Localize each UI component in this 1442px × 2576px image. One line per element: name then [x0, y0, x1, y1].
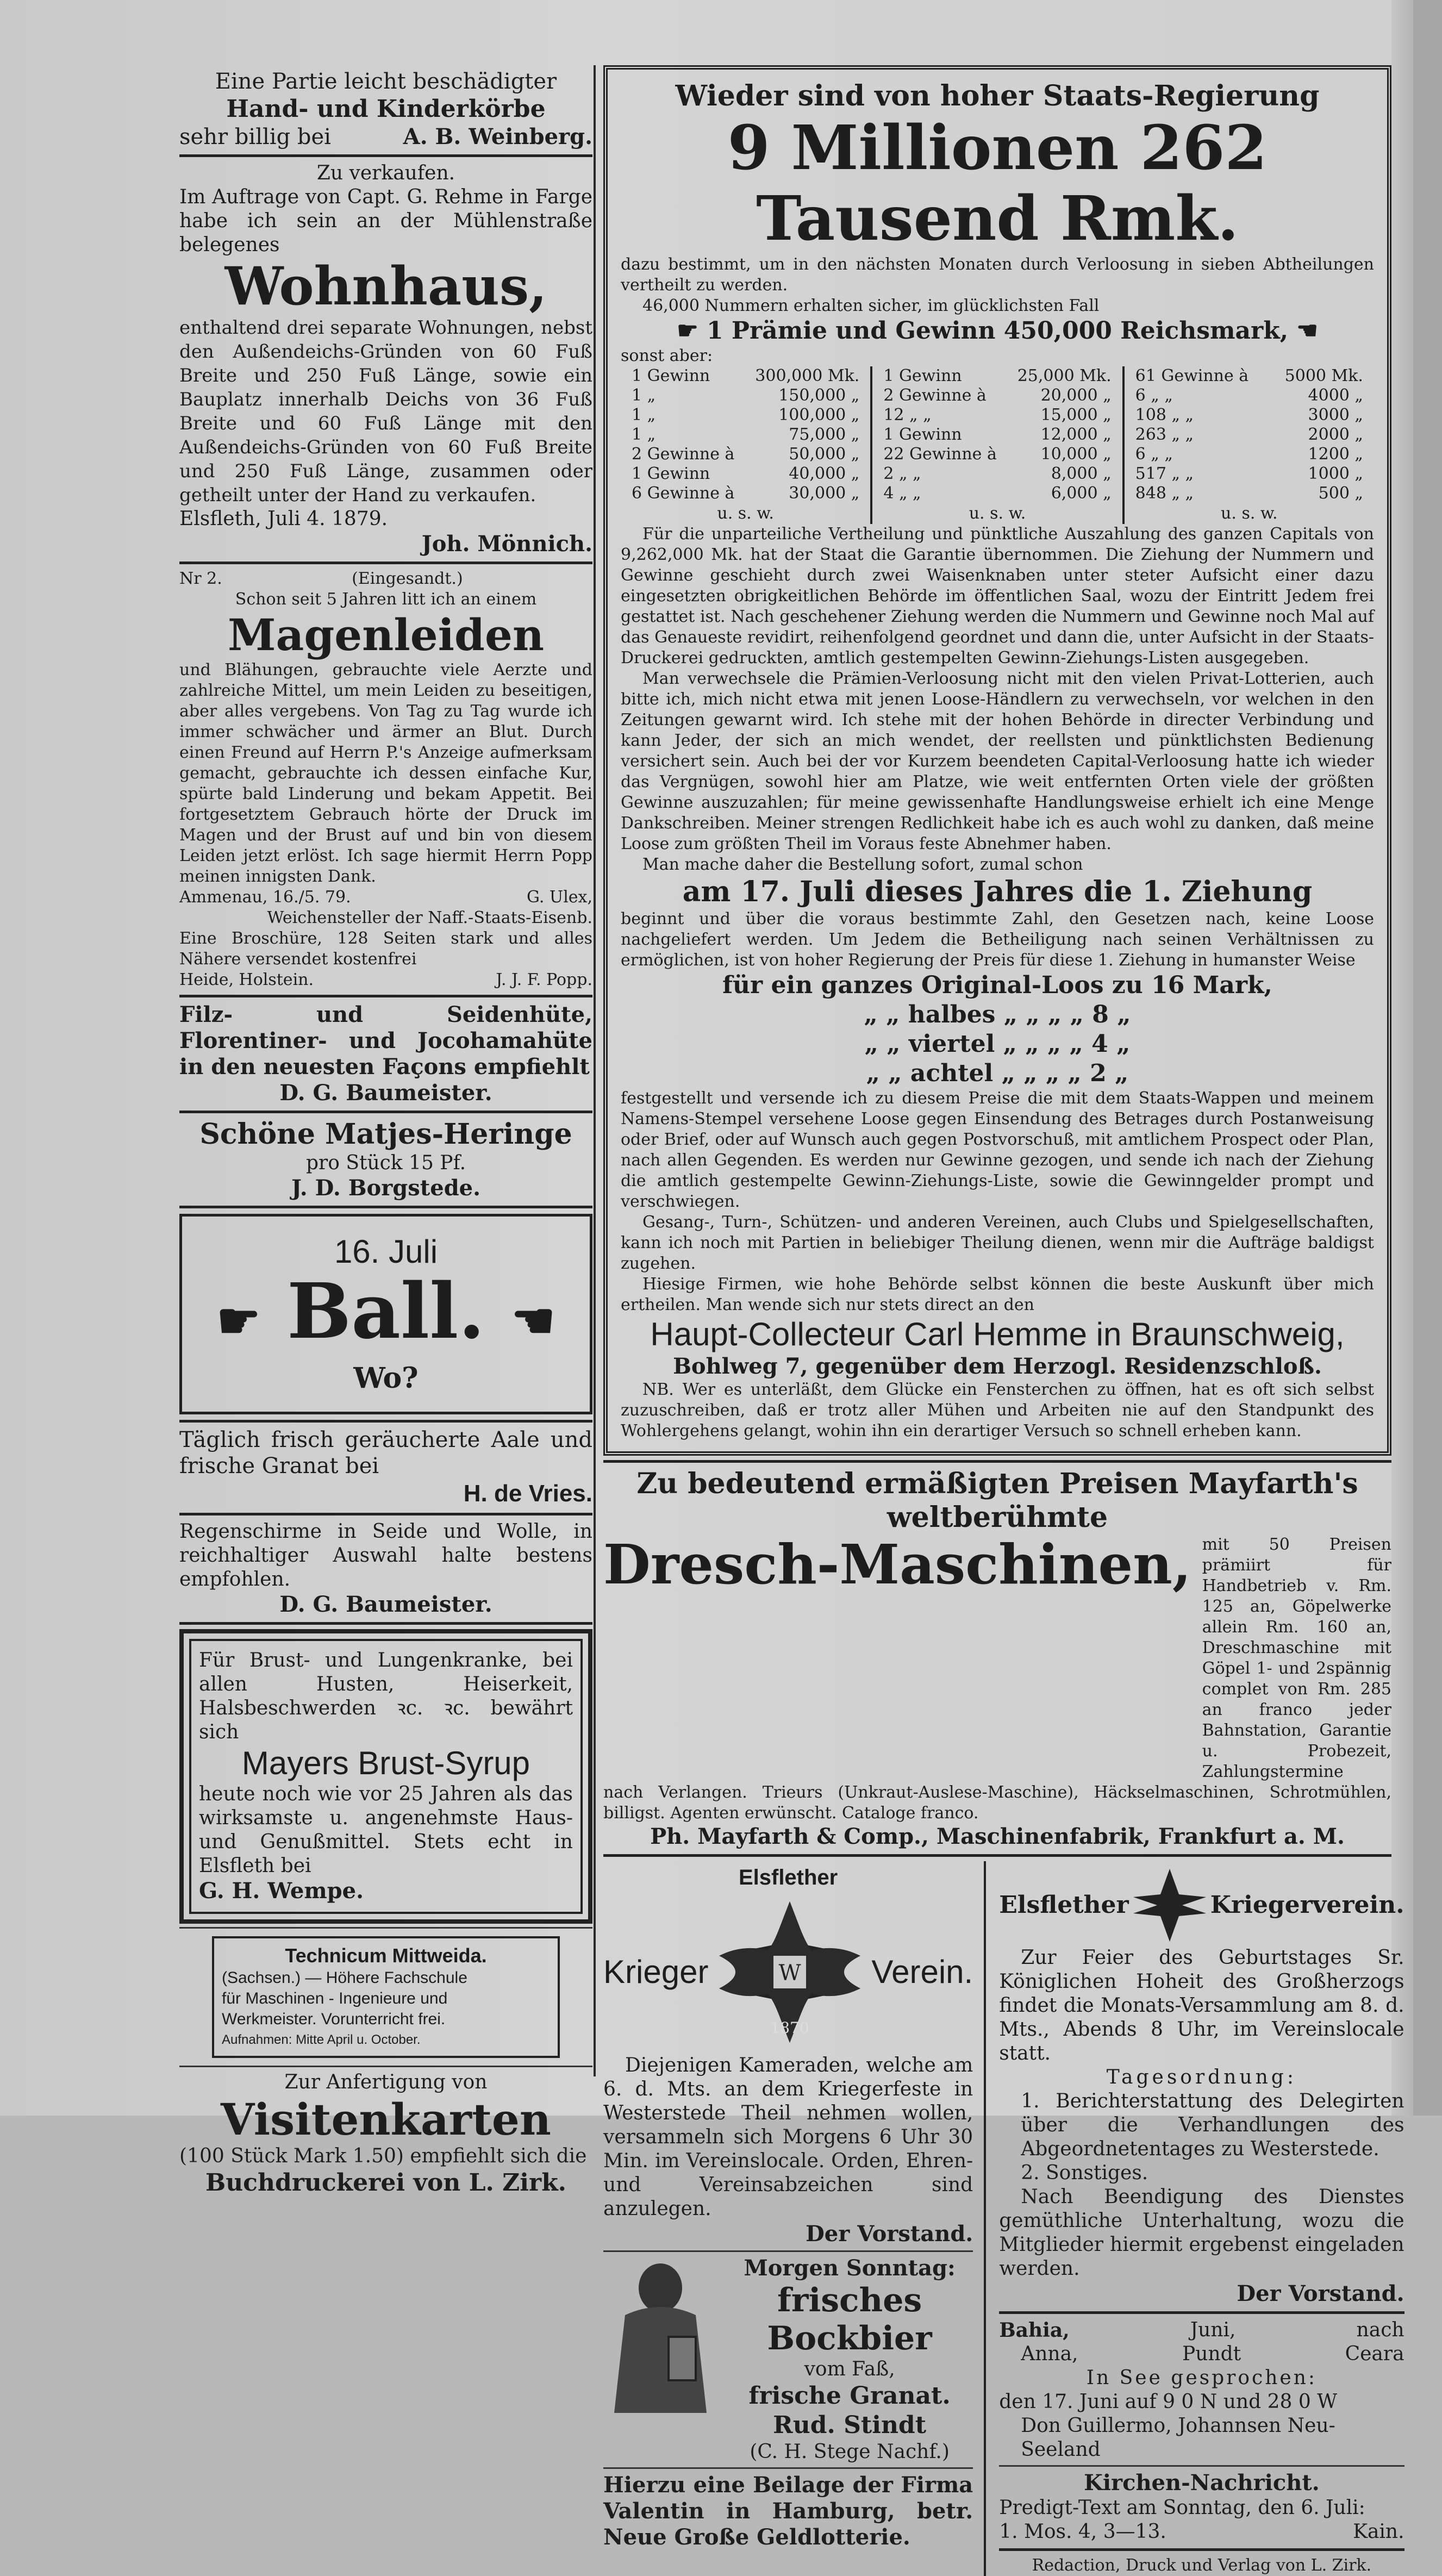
lottery-price-eighth: „ „ achtel „ „ „ „ 2 „ — [866, 1059, 1129, 1087]
prize-row — [880, 406, 1114, 425]
divider — [603, 1854, 1391, 1857]
prize-row — [628, 366, 863, 386]
bock-signature: Rud. Stindt — [773, 2411, 927, 2439]
ship-line2 — [999, 2342, 1404, 2366]
prize-row — [628, 425, 863, 445]
church-line2 — [999, 2520, 1404, 2544]
hats-signature: D. G. Baumeister. — [279, 1080, 492, 1106]
stomach-body: und Blähungen, gebrauchte viele Aerzte und zahlreiche Mittel, um mein Leiden zu beseitigen, aber alles vergebens. Von Tag zu Tag wurde ich immer schwächer und ärmer an Blut. Durch einen Freund auf Herrn P.'s Anzeige aufmerksam gemacht, gebrauchte ich dessen einfache Kur, spürte bald Linderung und bekam Appetit. Bei fortgesetztem Gebrauch hörte der Druck im Magen und der Brust auf und bin von diesem Leiden jetzt erlöst. Ich sage hiermit Herrn Popp meinen innigsten Dank. — [179, 660, 592, 886]
ship-news — [999, 2318, 1404, 2462]
church-news — [999, 2470, 1404, 2544]
krieger2-order: Tagesordnung: — [1106, 2066, 1297, 2088]
ship-nach: nach — [1356, 2319, 1404, 2341]
prize-count: 2 Gewinne à — [883, 386, 987, 405]
prize-count: 1 Gewinn — [883, 425, 962, 444]
tech-line4: Aufnahmen: Mitte April u. October. — [222, 2032, 421, 2047]
krieger1-signature: Der Vorstand. — [806, 2221, 973, 2247]
lottery-price-whole: für ein ganzes Original-Loos zu 16 Mark, — [722, 971, 1272, 999]
ad-stomach — [179, 569, 592, 990]
prize-amount: 15,000 „ — [1040, 406, 1112, 425]
divider — [179, 1622, 592, 1625]
divider — [179, 1513, 592, 1515]
lottery-collector: Haupt-Collecteur Carl Hemme in Braunschweig, — [650, 1316, 1345, 1352]
ad-lottery — [603, 65, 1391, 1456]
herring-title: Schöne Matjes-Heringe — [199, 1118, 572, 1151]
prize-count: 1 Gewinn — [883, 366, 962, 385]
syrup-signature: G. H. Wempe. — [199, 1878, 364, 1904]
prize-count: 848 „ „ — [1135, 484, 1194, 503]
divider — [603, 2467, 973, 2469]
tech-line3: Werkmeister. Vorunterricht frei. — [222, 2010, 446, 2028]
tech-line1: (Sachsen.) — Höhere Fachschule — [222, 1969, 467, 1987]
krieger2-title: Elsflether — [999, 1891, 1129, 1919]
prize-usw: u. s. w. — [969, 504, 1026, 523]
basket-line3 — [179, 124, 592, 150]
prize-amount: 100,000 „ — [778, 406, 860, 425]
lottery-para4: beginnt und über die voraus bestimmte Zahl, den Gesetzen nach, keine Loose nachgeliefert werden. Um Jedem die Betheiligung nach seinen Verhältnissen zu ermöglichen, ist von hoher Regierung der Preis für diese 1. Ziehung in humanster Weise — [621, 909, 1374, 970]
divider — [179, 562, 592, 564]
krieger2-item1: 1. Berichterstattung des Delegirten über die Verhandlungen des Abgeordnetentages zu Westerstede. — [1021, 2090, 1404, 2160]
ad-syrup — [179, 1629, 592, 1924]
tech-line2: für Maschinen - Ingenieure und — [222, 1989, 448, 2007]
prize-amount: 5000 Mk. — [1284, 366, 1363, 385]
bottom-left-block — [603, 1861, 984, 2576]
cards-signature: Buchdruckerei von L. Zirk. — [205, 2169, 566, 2197]
ball-title: Ball. — [286, 1267, 485, 1356]
krieger2-item2: 2. Sonstiges. — [1021, 2162, 1148, 2184]
prize-count: 1 „ — [632, 425, 656, 444]
ship-dest: Ceara — [1345, 2343, 1404, 2365]
prize-count: 2 Gewinne à — [632, 445, 735, 464]
ship-month: Juni, — [1190, 2319, 1236, 2341]
lottery-para7: Hiesige Firmen, wie hohe Behörde selbst können die beste Auskunft über mich ertheilen. Man wende sich nur stets direct an den — [621, 1275, 1374, 1314]
ad-krieger-verein — [603, 1864, 973, 2247]
house-body: enthaltend drei separate Wohnungen, nebst den Außendeichs-Gründen von 60 Fuß Breite und 250 Fuß Länge, sowie ein Bauplatz innerhalb Deichs von 36 Fuß Breite und 60 Fuß Länge mit den Außendeichs-Gründen von 60 Fuß Breite und 250 Fuß Länge, zusammen oder getheilt unter der Hand zu verkaufen. — [179, 317, 592, 506]
mayfarth-signature: Ph. Mayfarth & Comp., Maschinenfabrik, Frankfurt a. M. — [650, 1824, 1345, 1849]
church-text-ref: 1. Mos. 4, 3—13. — [999, 2521, 1166, 2543]
lottery-sonst: sonst aber: — [621, 346, 713, 365]
house-place: Elsfleth, Juli 4. 1879. — [179, 508, 388, 530]
prize-row — [628, 464, 863, 484]
lottery-para1: Für die unparteiliche Vertheilung und pünktliche Auszahlung des ganzen Capitals von 9,262,000 Mk. hat der Staat die Garantie übernommen. Die Ziehung der Nummern und Gewinne geschieht durch zwei Waisenknaben unter steter Aufsicht einer dazu eingesetzten obrigkeitlichen Behörde im öffentlichen Saal, wozu der Eintritt Jedem frei gestattet ist. Nach geschehener Ziehung werden die Nummern und Gewinne noch Mal auf das Genaueste revidirt, reihenfolgend geordnet und dann die, unter Aufsicht in der Staats-Druckerei gedruckten, amtlich gestempelten Gewinn-Ziehungs-Listen ausgegeben. — [621, 525, 1374, 668]
cards-heading: Zur Anfertigung von — [284, 2071, 488, 2093]
pointing-hand-right-icon: ☛ — [216, 1292, 261, 1350]
ad-mayfarth — [603, 1467, 1391, 1850]
lottery-para6: Gesang-, Turn-, Schützen- und anderen Vereinen, auch Clubs und Spielgesellschaften, kann ich noch mit Partien in beliebiger Theilung dienen, wenn mir die Aufträge baldigst zugehen. — [621, 1213, 1374, 1273]
cross-year: 1870 — [770, 2019, 810, 2037]
prize-row — [1132, 464, 1366, 484]
ship-heading: In See gesprochen: — [1086, 2367, 1318, 2389]
prize-row — [1132, 445, 1366, 464]
ad-eel — [179, 1427, 592, 1508]
stomach-number: Nr 2. — [179, 569, 222, 588]
bock-line1: vom Faß, — [804, 2358, 895, 2380]
ball-date: 16. Juli — [334, 1233, 438, 1270]
umbrella-signature: D. G. Baumeister. — [279, 1592, 492, 1617]
prize-amount: 300,000 Mk. — [755, 366, 860, 385]
pointing-hand-right-icon: ☛ — [677, 317, 698, 345]
ship-spoken: Don Guillermo, Johannsen Neu-Seeland — [1021, 2415, 1335, 2461]
prize-row — [1132, 366, 1366, 386]
page-gutter — [1413, 0, 1442, 2116]
hats-text: Filz- und Seidenhüte, Florentiner- und Jocohamahüte in den neuesten Façons empfiehlt — [179, 1002, 592, 1080]
prize-count: 6 Gewinne à — [632, 484, 735, 503]
bottom-split — [603, 1861, 1404, 2576]
lottery-address: Bohlweg 7, gegenüber dem Herzogl. Residenzschloß. — [673, 1354, 1322, 1379]
herring-signature: J. D. Borgstede. — [291, 1175, 481, 1201]
prize-row — [628, 406, 863, 425]
herring-price: pro Stück 15 Pf. — [305, 1152, 466, 1174]
krieger2-after: Nach Beendigung des Dienstes gemüthliche Unterhaltung, wozu die Mitglieder hiermit ergebenst eingeladen werden. — [999, 2186, 1404, 2280]
imprint: Redaction, Druck und Verlag von L. Zirk. — [1032, 2556, 1372, 2575]
house-heading: Zu verkaufen. — [316, 162, 455, 184]
church-line1: Predigt-Text am Sonntag, den 6. Juli: — [999, 2497, 1365, 2519]
house-intro: Im Auftrage von Capt. G. Rehme in Farge habe ich sein an der Mühlenstraße belegenes — [179, 186, 592, 256]
krieger1-right: Verein. — [871, 1954, 973, 1990]
krieger1-body: Diejenigen Kameraden, welche am 6. d. Mts. an dem Kriegerfeste in Westerstede Theil nehmen wollen, versammeln sich Morgens 6 Uhr 30 Min. im Vereinslocale. Orden, Ehren- und Vereinsabzeichen sind anzulegen. — [603, 2054, 973, 2220]
prize-amount: 12,000 „ — [1040, 425, 1112, 444]
prize-amount: 1000 „ — [1308, 464, 1363, 483]
prize-count: 12 „ „ — [883, 406, 932, 425]
lottery-draw-date: am 17. Juli dieses Jahres die 1. Ziehung — [682, 875, 1313, 908]
column-divider — [594, 65, 596, 2076]
prize-count: 2 „ „ — [883, 464, 921, 483]
prize-usw: u. s. w. — [717, 504, 774, 523]
prize-amount: 3000 „ — [1308, 406, 1363, 425]
stomach-sender-line — [179, 970, 592, 990]
prize-column-2 — [870, 366, 1122, 524]
divider — [999, 2311, 1404, 2314]
ad-herring — [179, 1118, 592, 1201]
pointing-hand-left-icon: ☚ — [511, 1292, 555, 1350]
eel-signature: H. de Vries. — [463, 1480, 592, 1507]
prize-count: 517 „ „ — [1135, 464, 1194, 483]
stomach-sign: G. Ulex, — [526, 888, 592, 907]
ad-bockbier — [603, 2255, 973, 2464]
stomach-from: Heide, Holstein. — [179, 970, 314, 989]
prize-count: 22 Gewinne à — [883, 445, 997, 464]
lottery-numbers: 46,000 Nummern erhalten sicher, im glücklichsten Fall — [642, 296, 1100, 315]
prize-amount: 1200 „ — [1308, 445, 1363, 464]
prize-amount: 40,000 „ — [789, 464, 860, 483]
ball-where: Wo? — [353, 1362, 419, 1395]
house-signature: Joh. Mönnich. — [421, 531, 592, 557]
krieger1-emblem-row — [603, 1891, 973, 2054]
krieger1-left: Krieger — [603, 1954, 709, 1990]
stomach-title: Magenleiden — [227, 609, 545, 660]
prize-row — [1132, 484, 1366, 503]
prize-count: 6 „ „ — [1135, 386, 1173, 405]
lottery-prize-row — [621, 316, 1374, 346]
divider — [999, 2548, 1404, 2551]
lottery-para3: Man mache daher die Bestellung sofort, zumal schon — [642, 855, 1083, 874]
divider — [179, 2066, 592, 2067]
mayfarth-title: Dresch-Maschinen, — [603, 1532, 1191, 1596]
lottery-price-quarter: „ „ viertel „ „ „ „ 4 „ — [864, 1030, 1131, 1058]
lottery-nb: NB. Wer es unterläßt, dem Glücke ein Fensterchen zu öffnen, hat es oft sich selbst zuzuschreiben, daß er trotz aller Mühen und Arbeiten nie auf den Standpunkt des Wohlergehens gelangt, wohin ihn ein derartiger Versuch so schnell erheben kann. — [621, 1380, 1374, 1440]
basket-line2: Hand- und Kinderkörbe — [226, 95, 546, 123]
prize-count: 61 Gewinne à — [1135, 366, 1249, 385]
syrup-title: Mayers Brust-Syrup — [241, 1745, 530, 1781]
krieger1-heading: Elsflether — [738, 1866, 838, 1889]
ad-hats — [179, 1002, 592, 1106]
tech-title: Technicum Mittweida. — [285, 1944, 487, 1967]
divider — [999, 2465, 1404, 2467]
lottery-purpose: dazu bestimmt, um in den nächsten Monaten durch Verloosung in sieben Abtheilungen vertheilt zu werden. — [621, 255, 1374, 295]
lottery-prize: 1 Prämie und Gewinn 450,000 Reichsmark, — [706, 317, 1289, 345]
prize-amount: 75,000 „ — [789, 425, 860, 444]
basket-line1: Eine Partie leicht beschädigter — [215, 69, 557, 94]
prize-count: 1 Gewinn — [632, 366, 710, 385]
prize-amount: 50,000 „ — [789, 445, 860, 464]
bock-line2: frische Granat. — [748, 2382, 951, 2410]
divider — [179, 1206, 592, 1208]
bock-title: frisches Bockbier — [767, 2281, 932, 2357]
prize-row — [1132, 425, 1366, 445]
church-title: Kirchen-Nachricht. — [1084, 2470, 1320, 2496]
cards-title: Visitenkarten — [221, 2094, 551, 2145]
prize-amount: 25,000 Mk. — [1017, 366, 1112, 385]
syrup-intro: Für Brust- und Lungenkranke, bei allen Husten, Heiserkeit, Halsbeschwerden ꝛc. ꝛc. bewährt sich — [199, 1649, 573, 1743]
prize-amount: 6,000 „ — [1051, 484, 1112, 503]
prize-count: 1 „ — [632, 406, 656, 425]
prize-row — [880, 445, 1114, 464]
syrup-body: heute noch wie vor 25 Jahren als das wirksamste u. angenehmste Haus- und Genußmittel. Stets echt in Elsfleth bei — [199, 1783, 573, 1877]
divider — [179, 1927, 592, 1929]
stomach-role: Weichensteller der Naff.-Staats-Eisenb. — [267, 908, 592, 927]
house-title: Wohnhaus, — [224, 255, 547, 317]
pointing-hand-left-icon: ☚ — [1296, 317, 1318, 345]
prize-count: 108 „ „ — [1135, 406, 1194, 425]
lottery-headline: 9 Millionen 262 Tausend Rmk. — [727, 113, 1268, 254]
prize-usw: u. s. w. — [1221, 504, 1278, 523]
krieger2-body: Zur Feier des Geburtstages Sr. Königlichen Hoheit des Großherzogs findet die Monats-Versammlung am 8. d. Mts., Abends 8 Uhr, im Vereinslocale statt. — [999, 1947, 1404, 2064]
prize-amount: 500 „ — [1318, 484, 1363, 503]
basket-price: sehr billig bei — [179, 124, 331, 149]
prize-count: 263 „ „ — [1135, 425, 1194, 444]
bottom-right-block — [984, 1861, 1404, 2576]
prize-count: 1 Gewinn — [632, 464, 710, 483]
lottery-para2: Man verwechsele die Prämien-Verloosung nicht mit den vielen Privat-Lotterien, auch bitte ich, mich nicht etwa mit jenen Loose-Händlern zu verwechseln, vor welchen in den Zeitungen gewarnt wird. Ich stehe mit der hohen Behörde in directer Verbindung und kann Jeder, der sich an mich wendet, der reellsten und pünktlichsten Bedienung versichert sein. Auch bei der vor Kurzem beendeten Capital-Verloosung hatte ich wieder das Vergnügen, sowohl hier am Platze, wie weit entfernten Orten viele der größten Gewinne auszuzahlen; für meine gewissenhafte Handlungsweise erhielt ich eine Menge Dankschreiben. Meiner strengen Redlichkeit habe ich es auch wohl zu danken, daß meine Loose zum größten Theil im Voraus feste Abnehmer haben. — [621, 669, 1374, 853]
prize-row — [1132, 386, 1366, 406]
stomach-header — [179, 569, 592, 589]
cross-letter: W — [778, 1961, 801, 1986]
prize-amount: 150,000 „ — [778, 386, 860, 405]
ad-house — [179, 161, 592, 557]
prize-column-3 — [1122, 366, 1374, 524]
ad-kriegerverein — [999, 1864, 1404, 2307]
divider — [179, 154, 592, 157]
right-column — [603, 65, 1404, 2576]
prize-column-1 — [621, 366, 870, 524]
prize-row — [628, 386, 863, 406]
prize-count: 6 „ „ — [1135, 445, 1173, 464]
eel-text: Täglich frisch geräucherte Aale und frische Granat bei — [179, 1427, 592, 1479]
prize-row — [880, 464, 1114, 484]
krieger2-title2: Kriegerverein. — [1210, 1891, 1404, 1919]
prize-amount: 30,000 „ — [789, 484, 860, 503]
lottery-intro: Wieder sind von hoher Staats-Regierung — [675, 79, 1320, 113]
stomach-place: Ammenau, 16./5. 79. — [179, 888, 351, 907]
stomach-intro: Schon seit 5 Jahren litt ich an einem — [235, 590, 537, 609]
stomach-sender: J. J. F. Popp. — [496, 970, 592, 989]
prize-row — [880, 484, 1114, 503]
left-column — [179, 65, 592, 2201]
divider — [179, 1111, 592, 1113]
prize-amount: 8,000 „ — [1051, 464, 1112, 483]
basket-seller: A. B. Weinberg. — [403, 124, 592, 149]
lottery-price-half: „ „ halbes „ „ „ „ 8 „ — [864, 1001, 1131, 1028]
ball-title-row — [188, 1267, 584, 1362]
page-edge-shadow — [1391, 0, 1413, 2116]
mayfarth-heading: Zu bedeutend ermäßigten Preisen Mayfarth's weltberühmte — [636, 1467, 1358, 1534]
beilage-notice: Hierzu eine Beilage der Firma Valentin in Hamburg, betr. Neue Große Geldlotterie. — [603, 2472, 973, 2550]
stomach-brochure: Eine Broschüre, 128 Seiten stark und alles Nähere versendet kostenfrei — [179, 929, 592, 969]
bockbier-text — [726, 2255, 973, 2464]
divider — [603, 1460, 1391, 1463]
prize-row — [628, 484, 863, 503]
ad-baskets — [179, 68, 592, 150]
ad-technicum — [212, 1936, 560, 2058]
ship-captain: Pundt — [1182, 2343, 1241, 2365]
ship-port: Bahia, — [999, 2319, 1070, 2342]
prize-row — [1132, 406, 1366, 425]
lottery-para5: festgestellt und versende ich zu diesem Preise die mit dem Staats-Wappen und meinem Namens-Stempel versehene Loose gegen Einsendung des Betrages durch Postanweisung oder Brief, oder auf Wunsch auch gegen Postvorschuß, mit amtlichem Prospect oder Plan, nach allen Gegenden. Es werden nur Gewinne gezogen, und sende ich nach der Ziehung die amtlich gestempelte Gewinn-Ziehungs-Liste, sowie die Gewinngelder prompt und verschwiegen. — [621, 1089, 1374, 1211]
ad-ball — [179, 1214, 592, 1414]
divider — [179, 1420, 592, 1423]
ship-position: den 17. Juni auf 9 0 N und 28 0 W — [999, 2391, 1338, 2413]
monk-with-beer-icon — [603, 2255, 717, 2418]
ad-cards — [179, 2070, 592, 2198]
prize-amount: 4000 „ — [1308, 386, 1363, 405]
umbrella-text: Regenschirme in Seide und Wolle, in reichhaltiger Auswahl halte bestens empfohlen. — [179, 1520, 592, 1590]
church-topic: Kain. — [1353, 2521, 1404, 2543]
prize-row — [628, 445, 863, 464]
iron-cross-small-icon — [1129, 1864, 1210, 1946]
prize-amount: 2000 „ — [1308, 425, 1363, 444]
bock-heading: Morgen Sonntag: — [744, 2255, 956, 2281]
divider — [603, 2250, 973, 2252]
mayfarth-row — [603, 1532, 1391, 1782]
cards-price: (100 Stück Mark 1.50) empfiehlt sich die — [179, 2145, 587, 2167]
bock-sub: (C. H. Stege Nachf.) — [750, 2441, 950, 2463]
ship-name: Anna, — [1021, 2343, 1078, 2365]
ship-line1 — [999, 2318, 1404, 2342]
krieger2-title-row — [999, 1864, 1404, 1946]
prize-row — [880, 386, 1114, 406]
prize-count: 4 „ „ — [883, 484, 921, 503]
lottery-prize-table — [621, 366, 1374, 524]
prize-amount: 10,000 „ — [1040, 445, 1112, 464]
prize-row — [880, 366, 1114, 386]
prize-row — [880, 425, 1114, 445]
mayfarth-body: nach Verlangen. Trieurs (Unkraut-Auslese-Maschine), Häckselmaschinen, Schrotmühlen, billigst. Agenten erwünscht. Cataloge franco. — [603, 1783, 1391, 1823]
divider — [179, 995, 592, 997]
mayfarth-side: mit 50 Preisen prämiirt für Handbetrieb v. Rm. 125 an, Göpelwerke allein Rm. 160 an, Dreschmaschine mit Göpel 1- und 2spännig complet von Rm. 285 an franco jeder Bahnstation, Garantie u. Probezeit, Zahlungstermine — [1202, 1535, 1391, 1781]
prize-amount: 20,000 „ — [1040, 386, 1112, 405]
stomach-signline — [179, 887, 592, 908]
ad-umbrella — [179, 1520, 592, 1618]
stomach-tag: (Eingesandt.) — [352, 569, 463, 588]
krieger2-signature: Der Vorstand. — [1237, 2281, 1404, 2306]
prize-count: 1 „ — [632, 386, 656, 405]
iron-cross-icon — [708, 1891, 871, 2054]
